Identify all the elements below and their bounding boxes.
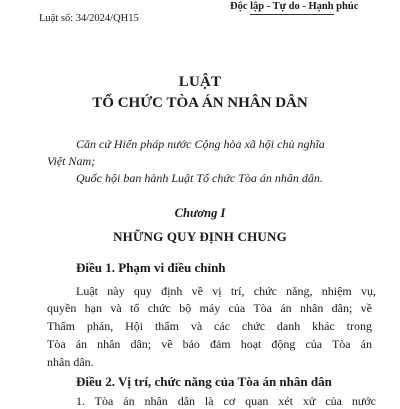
document-subtitle: TỔ CHỨC TÒA ÁN NHÂN DÂN: [92, 95, 308, 111]
article-1-line-5: nhân dân.: [47, 355, 94, 369]
motto-underline: [250, 14, 334, 15]
article-2-line-1: 1. Tòa án nhân dân là cơ quan xét xử của nước: [76, 394, 376, 408]
law-number: Luật số: 34/2024/QH15: [39, 13, 139, 24]
preamble-line-2: Việt Nam;: [47, 154, 96, 168]
national-motto: Độc lập - Tự do - Hạnh phúc: [230, 1, 359, 12]
preamble-line-1: Căn cứ Hiến pháp nước Cộng hòa xã hội chủ nghĩa: [76, 137, 325, 151]
article-1-line-2: quyền hạn và tổ chức bộ máy của Tòa án nhân dân; về: [47, 301, 372, 315]
chapter-number: Chương I: [174, 206, 226, 220]
article-2-title: Điều 2. Vị trí, chức năng của Tòa án nhân dân: [76, 374, 332, 389]
article-1-line-4: Tòa án nhân dân; về bảo đảm hoạt động của Tòa án: [47, 337, 372, 351]
document-title: LUẬT: [178, 74, 222, 90]
article-1-title: Điều 1. Phạm vi điều chỉnh: [76, 260, 226, 275]
chapter-title: NHỮNG QUY ĐỊNH CHUNG: [113, 229, 287, 244]
article-1-line-3: Thẩm phán, Hội thẩm và các chức danh khác trong: [47, 319, 372, 333]
preamble-line-3: Quốc hội ban hành Luật Tổ chức Tòa án nhân dân.: [76, 171, 323, 185]
article-1-line-1: Luật này quy định về vị trí, chức năng, nhiệm vụ,: [76, 284, 376, 298]
